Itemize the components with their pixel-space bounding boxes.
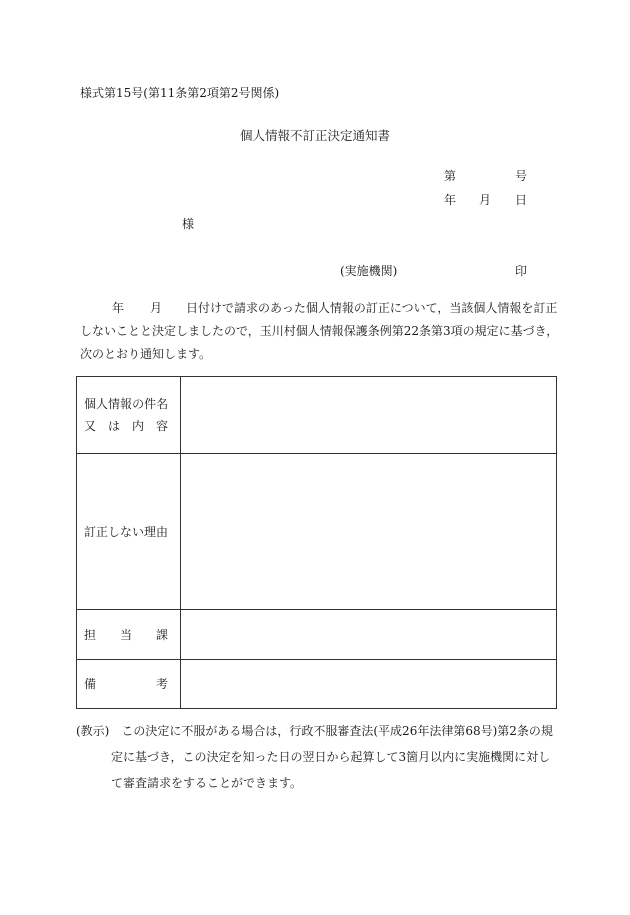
label-remarks: 備 考: [77, 660, 181, 709]
date-year: 年: [444, 193, 457, 207]
body-line-1-rest: 日付けで請求のあった個人情報の訂正について，当該個人情報を訂正: [186, 301, 558, 315]
issuing-agency: (実施機関): [340, 264, 398, 278]
doc-number-suffix: 号: [515, 169, 528, 183]
notes-label: (教示): [76, 724, 110, 738]
doc-number-prefix: 第: [444, 169, 457, 183]
date-month: 月: [479, 193, 492, 207]
body-month: 月: [150, 301, 163, 315]
label-subject-line-1: 個 人 情 報 の 件 名: [84, 397, 169, 411]
body-line-1: [80, 297, 558, 320]
value-subject[interactable]: [181, 377, 557, 454]
seal-mark: 印: [515, 264, 528, 278]
notice-body: [80, 297, 558, 366]
label-reason: 訂正しない理由: [77, 454, 181, 610]
table-row-department: [77, 610, 557, 660]
document-title: 個人情報不訂正決定通知書: [240, 128, 391, 143]
label-department: 担 当 課: [77, 610, 181, 660]
notes-line-3: て審査請求をすることができます。: [111, 776, 303, 790]
addressee-honorific: 様: [182, 217, 195, 231]
label-subject-line-2: 又 は 内 容: [84, 419, 168, 433]
value-remarks[interactable]: [181, 660, 557, 709]
body-line-3: 次のとおり通知します。: [80, 347, 212, 361]
notes-line-2: 定に基づき，この決定を知った日の翌日から起算して3箇月以内に実施機関に対し: [111, 750, 551, 764]
table-row-remarks: [77, 660, 557, 709]
notes-line-1: この決定に不服がある場合は，行政不服審査法(平成26年法律第68号)第2条の規: [121, 724, 553, 738]
label-subject: [77, 377, 181, 454]
value-department[interactable]: [181, 610, 557, 660]
form-number: 様式第15号(第11条第2項第2号関係): [80, 86, 280, 100]
notice-table: [76, 376, 557, 709]
body-year: 年: [112, 301, 125, 315]
table-row-subject: [77, 377, 557, 454]
body-line-2: しないことと決定しましたので，玉川村個人情報保護条例第22条第3項の規定に基づき，: [80, 324, 559, 338]
date-day: 日: [515, 193, 528, 207]
instruction-notes: [76, 718, 558, 796]
value-reason[interactable]: [181, 454, 557, 610]
table-row-reason: [77, 454, 557, 610]
